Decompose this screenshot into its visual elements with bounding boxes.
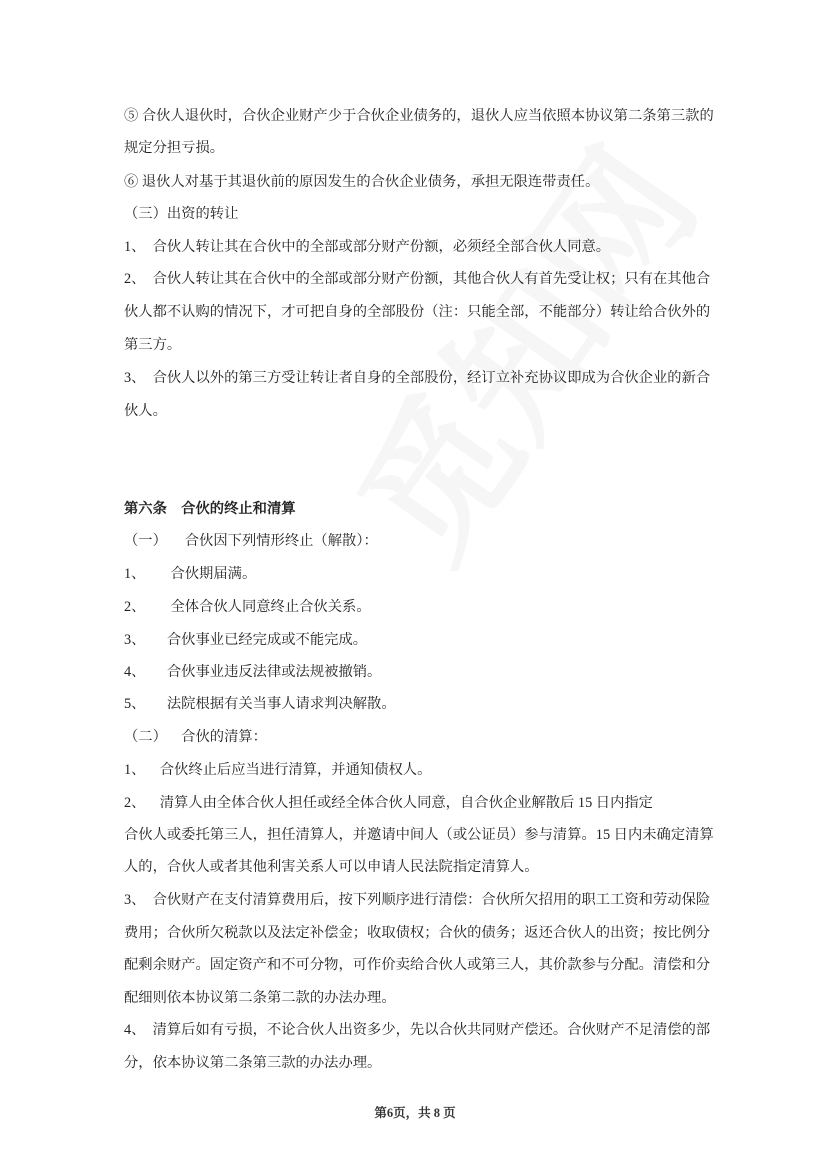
text-line: 1、 合伙期届满。 [124, 566, 257, 582]
text-line: 4、 清算后如有亏损，不论合伙人出资多少，先以合伙共同财产偿还。合伙财产不足清偿的部 [124, 1022, 711, 1038]
text-line: 2、 全体合伙人同意终止合伙关系。 [124, 599, 371, 615]
text-line: 配剩余财产。固定资产和不可分物，可作价卖给合伙人或第三人，其价款参与分配。清偿和分 [124, 957, 711, 973]
text-line: 5、 法院根据有关当事人请求判决解散。 [124, 696, 396, 712]
text-line: 合伙人或委托第三人，担任清算人，并邀请中间人（或公证员）参与清算。15 日内未确定清算 [124, 827, 714, 843]
text-line: ⑥ 退伙人对基于其退伙前的原因发生的合伙企业债务，承担无限连带责任。 [124, 174, 600, 190]
text-line: ⑤ 合伙人退伙时，合伙企业财产少于合伙企业债务的，退伙人应当依照本协议第二条第三款的 [124, 108, 714, 124]
text-line: 规定分担亏损。 [124, 140, 225, 156]
text-line: 4、 合伙事业违反法律或法规被撤销。 [124, 664, 382, 680]
text-line: 人的，合伙人或者其他利害关系人可以申请人民法院指定清算人。 [124, 859, 539, 875]
text-line: 费用；合伙所欠税款以及法定补偿金；收取债权；合伙的债务；返还合伙人的出资；按比例分 [124, 925, 711, 941]
text-line: 3、 合伙事业已经完成或不能完成。 [124, 632, 368, 648]
page-footer: 第6页，共 8 页 [374, 1106, 456, 1120]
text-line: 分，依本协议第二条第三款的办法办理。 [124, 1055, 382, 1071]
text-line: 3、 合伙财产在支付清算费用后，按下列顺序进行清偿：合伙所欠招用的职工工资和劳动保险 [124, 892, 711, 908]
text-line: （二） 合伙的清算： [124, 729, 267, 745]
text-line: （三）出资的转让 [124, 206, 239, 222]
text-line: 第三方。 [124, 337, 182, 353]
text-line: （一） 合伙因下列情形终止（解散）： [124, 533, 378, 549]
text-line: 1、 合伙终止后应当进行清算，并通知债权人。 [124, 762, 432, 778]
section-heading: 第六条 合伙的终止和清算 [124, 501, 296, 517]
text-line: 3、 合伙人以外的第三方受让转让者自身的全部股份，经订立补充协议即成为合伙企业的新合 [124, 370, 711, 386]
text-line: 2、 合伙人转让其在合伙中的全部或部分财产份额，其他合伙人有首先受让权；只有在其他合 [124, 271, 711, 287]
text-line: 伙人。 [124, 403, 167, 419]
text-line: 2、 清算人由全体合伙人担任或经全体合伙人同意，自合伙企业解散后 15 日内指定 [124, 795, 653, 811]
text-line: 伙人都不认购的情况下，才可把自身的全部股份（注：只能全部，不能部分）转让给合伙外的 [124, 304, 711, 320]
text-line: 配细则依本协议第二条第二款的办法办理。 [124, 990, 396, 1006]
text-line: 1、 合伙人转让其在合伙中的全部或部分财产份额，必须经全部合伙人同意。 [124, 239, 611, 255]
